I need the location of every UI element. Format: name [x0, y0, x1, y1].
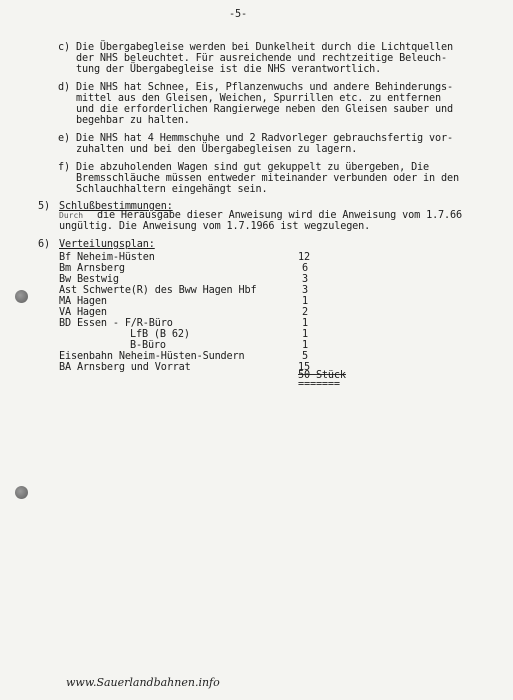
list-item-count: 1: [302, 340, 308, 351]
page-number: -5-: [229, 9, 247, 20]
total-count: 50 Stück: [298, 370, 346, 381]
item-d-line-2: mittel aus den Gleisen, Weichen, Spurrillen etc. zu entfernen: [76, 93, 441, 104]
item-f-line-2: Bremsschläuche müssen entweder miteinander verbunden oder in den: [76, 173, 459, 184]
item-c-line-1: Die Übergabegleise werden bei Dunkelheit durch die Lichtquellen: [76, 42, 453, 53]
list-item-name: BD Essen - F/R-Büro: [59, 318, 173, 329]
list-item-name: Bf Neheim-Hüsten: [59, 252, 155, 263]
punch-hole-bottom: [15, 486, 28, 499]
list-item-count: 1: [302, 329, 308, 340]
item-c-line-2: der NHS beleuchtet. Für ausreichende und rechtzeitige Beleuch-: [76, 53, 447, 64]
list-item-count: 15: [298, 362, 310, 373]
list-item-name: BA Arnsberg und Vorrat: [59, 362, 191, 373]
section-5-line-1: die Herausgabe dieser Anweisung wird die Anweisung vom 1.7.66: [97, 210, 462, 221]
footer-website: www.Sauerlandbahnen.info: [66, 676, 220, 689]
list-item-count: 1: [302, 296, 308, 307]
list-item-count: 6: [302, 263, 308, 274]
section-5-overstrike: Durch: [59, 211, 84, 220]
item-f-marker: f): [58, 162, 70, 173]
list-item-count: 1: [302, 318, 308, 329]
list-item-count: 3: [302, 285, 308, 296]
item-d-line-1: Die NHS hat Schnee, Eis, Pflanzenwuchs und andere Behinderungs-: [76, 82, 453, 93]
item-d-line-4: begehbar zu halten.: [76, 115, 190, 126]
section-5-number: 5): [38, 201, 50, 212]
item-c-line-3: tung der Übergabegleise ist die NHS verantwortlich.: [76, 64, 382, 75]
item-f-line-1: Die abzuholenden Wagen sind gut gekuppelt zu übergeben, Die: [76, 162, 430, 173]
total-double-underline: =======: [298, 379, 340, 390]
item-c-marker: c): [58, 42, 70, 53]
punch-hole-top: [15, 290, 28, 303]
list-item-count: 5: [302, 351, 308, 362]
item-e-line-2: zuhalten und bei den Übergabegleisen zu lagern.: [76, 144, 358, 155]
list-item-name: LfB (B 62): [130, 329, 190, 340]
list-item-name: Eisenbahn Neheim-Hüsten-Sundern: [59, 351, 245, 362]
list-item-name: Bm Arnsberg: [59, 263, 125, 274]
list-item-name: VA Hagen: [59, 307, 107, 318]
list-item-name: MA Hagen: [59, 296, 107, 307]
list-item-count: 2: [302, 307, 308, 318]
section-6-number: 6): [38, 239, 50, 250]
section-6-heading: Verteilungsplan:: [59, 239, 155, 250]
item-d-line-3: und die erforderlichen Rangierwege neben den Gleisen sauber und: [76, 104, 453, 115]
list-item-name: Ast Schwerte(R) des Bww Hagen Hbf: [59, 285, 257, 296]
list-item-count: 3: [302, 274, 308, 285]
item-d-marker: d): [58, 82, 70, 93]
item-e-line-1: Die NHS hat 4 Hemmschuhe und 2 Radvorleger gebrauchsfertig vor-: [76, 133, 453, 144]
section-5-line-2: ungültig. Die Anweisung vom 1.7.1966 ist wegzulegen.: [59, 221, 371, 232]
list-item-name: B-Büro: [130, 340, 166, 351]
item-e-marker: e): [58, 133, 70, 144]
list-item-count: 12: [298, 252, 310, 263]
item-f-line-3: Schlauchhaltern eingehängt sein.: [76, 184, 268, 195]
list-item-name: Bw Bestwig: [59, 274, 119, 285]
section-5-heading: Schlußbestimmungen:: [59, 201, 173, 212]
